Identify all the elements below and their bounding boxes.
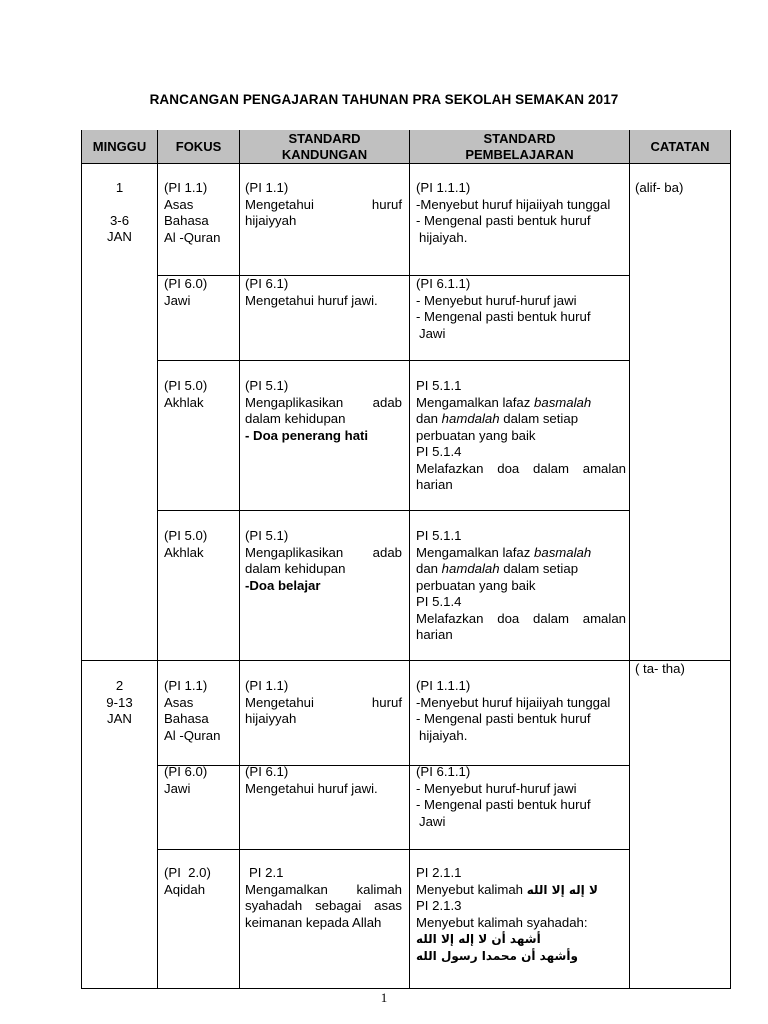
- sk-line: Mengetahui huruf: [245, 694, 402, 710]
- standard-pembelajaran-cell: [416, 180, 626, 246]
- sp-text: Menyebut kalimah: [416, 881, 524, 897]
- fokus-line: (PI 1.1): [164, 678, 208, 693]
- standard-kandungan-cell: [245, 865, 402, 931]
- sp-text: Mengamalkan lafaz: [416, 544, 535, 560]
- sp-code: (PI 6.1.1): [416, 276, 471, 291]
- sk-line: hijaiyyah: [245, 213, 297, 228]
- sp-line: perbuatan yang baik: [416, 577, 536, 593]
- week-number: 2: [115, 678, 124, 693]
- fokus-cell: [164, 764, 236, 797]
- header-standard-pembelajaran: [410, 130, 629, 163]
- sk-code: PI 2.1: [249, 865, 284, 880]
- standard-kandungan-cell: [245, 180, 402, 230]
- sp-line: - Mengenal pasti bentuk huruf: [416, 797, 591, 812]
- sp-text: Mengamalkan lafaz: [416, 394, 535, 410]
- sp-code: PI 2.1.3: [416, 898, 462, 913]
- sp-line: harian: [416, 627, 453, 642]
- fokus-line: Al -Quran: [164, 229, 221, 245]
- fokus-line: (PI 6.0): [164, 276, 208, 291]
- standard-pembelajaran-cell: [416, 528, 626, 644]
- sk-line: Mengetahui huruf jawi.: [245, 292, 378, 308]
- header-sk-line2: KANDUNGAN: [281, 146, 368, 162]
- sp-code: (PI 6.1.1): [416, 764, 471, 779]
- sp-text: dalam setiap: [499, 561, 579, 576]
- fokus-line: Aqidah: [164, 881, 206, 897]
- sk-line: Mengaplikasikan adab: [245, 544, 402, 560]
- sp-line: -Menyebut huruf hijaiiyah tunggal: [416, 196, 611, 212]
- fokus-line: (PI 5.0): [164, 378, 208, 393]
- header-fokus: FOKUS: [158, 130, 239, 163]
- sp-line: Melafazkan doa dalam amalan: [416, 610, 626, 626]
- sk-code: (PI 1.1): [245, 678, 289, 693]
- fokus-line: Bahasa: [164, 213, 209, 228]
- page-number: 1: [380, 990, 388, 1005]
- sp-line: -Menyebut huruf hijaiiyah tunggal: [416, 694, 611, 710]
- sp-line: - Mengenal pasti bentuk huruf: [416, 711, 591, 726]
- sp-code: PI 5.1.4: [416, 594, 462, 609]
- week-2-minggu: [82, 678, 157, 728]
- fokus-line: (PI 2.0): [164, 865, 211, 880]
- standard-kandungan-cell: [245, 678, 402, 728]
- sp-line: Jawi: [419, 813, 446, 829]
- fokus-line: (PI 6.0): [164, 764, 208, 779]
- sk-line: Mengaplikasikan adab: [245, 394, 402, 410]
- sp-line: Melafazkan doa dalam amalan: [416, 460, 626, 476]
- page-title: RANCANGAN PENGAJARAN TAHUNAN PRA SEKOLAH SEMAKAN 2017: [149, 92, 619, 107]
- standard-pembelajaran-cell: [416, 865, 626, 964]
- sk-code: (PI 5.1): [245, 528, 289, 543]
- sp-line: hijaiyah.: [419, 229, 468, 245]
- standard-kandungan-cell: [245, 378, 402, 444]
- standard-kandungan-cell: [245, 528, 402, 594]
- sk-code: (PI 5.1): [245, 378, 289, 393]
- fokus-line: (PI 5.0): [164, 528, 208, 543]
- fokus-line: Al -Quran: [164, 727, 221, 743]
- header-sp-line1: STANDARD: [483, 130, 556, 146]
- sp-term: hamdalah: [441, 561, 500, 576]
- header-standard-kandungan: [240, 130, 409, 163]
- sk-line: Mengetahui huruf jawi.: [245, 780, 378, 796]
- sp-line: - Mengenal pasti bentuk huruf: [416, 213, 591, 228]
- header-catatan: CATATAN: [630, 130, 730, 163]
- standard-pembelajaran-cell: [416, 276, 626, 342]
- week-1-catatan: (alif- ba): [635, 180, 684, 195]
- fokus-cell: [164, 180, 236, 246]
- sk-line: keimanan kepada Allah: [245, 914, 382, 930]
- week-month: JAN: [107, 711, 132, 726]
- sk-code: (PI 6.1): [245, 276, 289, 291]
- fokus-line: Jawi: [164, 780, 191, 796]
- standard-kandungan-cell: [245, 276, 402, 309]
- fokus-line: Asas: [164, 694, 194, 710]
- sk-code: (PI 1.1): [245, 180, 289, 195]
- sp-term: basmalah: [534, 544, 592, 560]
- header-sp-line2: PEMBELAJARAN: [465, 146, 574, 162]
- week-dates: 3-6: [109, 212, 130, 228]
- fokus-line: Akhlak: [164, 544, 204, 560]
- sp-line: hijaiyah.: [419, 727, 468, 743]
- sp-line: - Menyebut huruf-huruf jawi: [416, 292, 577, 308]
- sk-code: (PI 6.1): [245, 764, 289, 779]
- sp-line: harian: [416, 477, 453, 492]
- sp-line: - Menyebut huruf-huruf jawi: [416, 780, 577, 796]
- standard-kandungan-cell: [245, 764, 402, 797]
- sp-term: basmalah: [534, 394, 592, 410]
- week-2-catatan: ( ta- tha): [635, 661, 685, 676]
- doa-title: -Doa belajar: [245, 577, 321, 593]
- standard-pembelajaran-cell: [416, 378, 626, 494]
- week-1-minggu: [82, 180, 157, 246]
- sp-text: dalam setiap: [499, 411, 579, 426]
- sp-line: Jawi: [419, 325, 446, 341]
- sp-text: dan: [416, 411, 442, 426]
- sk-line: dalam kehidupan: [245, 561, 346, 576]
- fokus-line: Akhlak: [164, 394, 204, 410]
- week-number: 1: [115, 180, 124, 195]
- sk-line: Mengamalkan kalimah: [245, 881, 402, 897]
- header-sk-line1: STANDARD: [288, 130, 361, 146]
- fokus-line: Jawi: [164, 292, 191, 308]
- sk-line: hijaiyyah: [245, 711, 297, 726]
- sp-code: (PI 1.1.1): [416, 180, 471, 195]
- fokus-cell: [164, 528, 236, 561]
- sp-code: PI 2.1.1: [416, 865, 462, 880]
- sp-text: dan: [416, 561, 442, 576]
- fokus-line: Asas: [164, 196, 194, 212]
- fokus-cell: [164, 276, 236, 309]
- header-minggu: MINGGU: [82, 130, 157, 163]
- arabic-kalimah: لا إله إلا الله: [526, 882, 598, 897]
- sp-line: perbuatan yang baik: [416, 427, 536, 443]
- sp-code: PI 5.1.4: [416, 444, 462, 459]
- week-dates: 9-13: [106, 694, 133, 710]
- standard-pembelajaran-cell: [416, 764, 626, 830]
- fokus-cell: [164, 678, 236, 744]
- arabic-syahadah-2: وأشهد أن محمدا رسول الله: [416, 948, 578, 963]
- sk-line: syahadah sebagai asas: [245, 898, 402, 913]
- sk-line: Mengetahui huruf: [245, 196, 402, 212]
- sp-term: hamdalah: [441, 411, 500, 426]
- week-month: JAN: [107, 229, 132, 244]
- sp-code: (PI 1.1.1): [416, 678, 471, 693]
- arabic-syahadah-1: أشهد أن لا إله إلا الله: [416, 932, 541, 946]
- standard-pembelajaran-cell: [416, 678, 626, 744]
- sp-code: PI 5.1.1: [416, 378, 462, 393]
- sp-code: PI 5.1.1: [416, 528, 462, 543]
- fokus-line: (PI 1.1): [164, 180, 208, 195]
- doa-title: - Doa penerang hati: [245, 427, 369, 443]
- fokus-cell: [164, 378, 236, 411]
- fokus-cell: [164, 865, 236, 898]
- fokus-line: Bahasa: [164, 711, 209, 726]
- sp-line: - Mengenal pasti bentuk huruf: [416, 309, 591, 324]
- sp-line: Menyebut kalimah syahadah:: [416, 914, 588, 930]
- sk-line: dalam kehidupan: [245, 411, 346, 426]
